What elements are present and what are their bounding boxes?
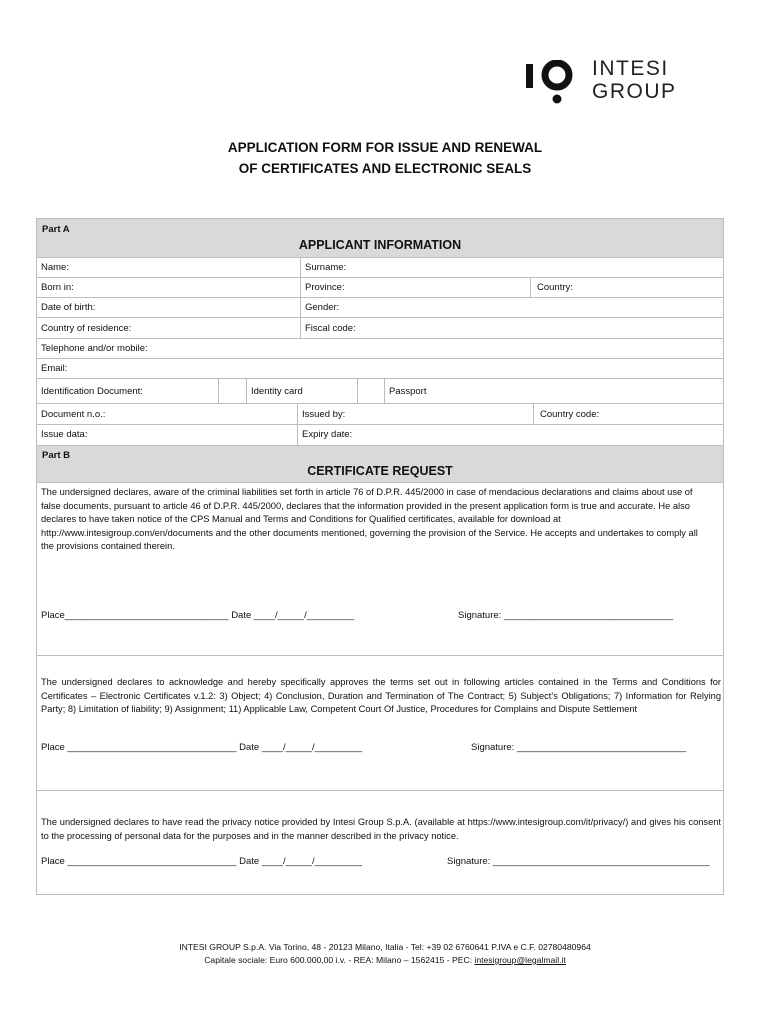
dob-label: Date of birth: [41,302,96,313]
signature-line-2[interactable]: Signature: ________________________________ [471,742,687,753]
fiscal-code-field[interactable] [300,318,723,338]
place-date-line-3[interactable]: Place ________________________________ Date ____/_____/_________ [41,856,363,867]
footer-line-1: INTESI GROUP S.p.A. Via Torino, 48 - 20123 Milano, Italia - Tel: +39 02 6760641 P.IVA e C.F. 02780480964 [179,942,591,952]
gender-field[interactable] [300,298,723,317]
logo-text-line2: GROUP [592,80,677,103]
declaration-3-text: The undersigned declares to have read the privacy notice provided by Intesi Group S.p.A. (available at https://www.intesigroup.com/it/privacy/) and gives his consent to the processing of personal data for the purposes and in the manner described in the privacy notice. [41,817,721,841]
passport-option [384,379,723,403]
born-in-field[interactable] [37,278,300,297]
province-field[interactable] [300,278,530,297]
residence-label: Country of residence: [41,323,132,334]
expiry-date-field[interactable] [297,425,723,445]
passport-checkbox[interactable] [357,379,384,403]
row-born [37,278,723,298]
passport-label: Passport [389,386,427,397]
company-logo [524,58,694,106]
name-field[interactable] [37,258,300,277]
part-b-heading: CERTIFICATE REQUEST [307,464,453,478]
row-doc-no [37,404,723,425]
row-phone [37,339,723,359]
doc-no-field[interactable] [37,404,297,424]
part-a-tag: Part A [42,224,70,235]
surname-label: Surname: [305,262,347,273]
expiry-date-label: Expiry date: [302,429,353,440]
gender-label: Gender: [305,302,340,313]
signature-line-3[interactable]: Signature: _________________________________________ [447,856,710,867]
doc-no-label: Document n.o.: [41,409,106,420]
section-divider-1 [37,655,723,656]
part-a-header [37,219,723,258]
dob-field[interactable] [37,298,300,317]
phone-label: Telephone and/or mobile: [41,343,148,354]
country-code-label: Country code: [540,409,600,420]
row-id-doc [37,379,723,404]
country-label: Country: [537,282,573,293]
row-email [37,359,723,379]
part-b-tag: Part B [42,450,70,461]
surname-field[interactable] [300,258,723,277]
country-field[interactable] [530,278,723,297]
logo-mark-icon [524,60,578,104]
declaration-2-text: The undersigned declares to acknowledge and hereby specifically approves the terms set out in following articles contained in the Terms and Conditions for Certificates – Electronic Certificates v.1.2: 3) Object; 4) Conclusion, Duration and Termination of The Contract; 5) Subject’s Obligations; 7) Information for Relying Party; 8) Limitation of liability; 9) Assignment; 11) Applicable Law, Competent Court Of Justice, Procedures for Complains and Dispute Settlement [41,677,721,714]
part-a-heading: APPLICANT INFORMATION [298,238,462,252]
row-issue-date [37,425,723,445]
id-doc-label: Identification Document: [41,386,143,397]
logo-text-line1: INTESI [592,57,669,80]
country-code-field[interactable] [533,404,723,424]
signature-line-1[interactable]: Signature: ________________________________ [458,610,674,621]
identity-card-checkbox[interactable] [218,379,246,403]
row-dob [37,298,723,318]
section-divider-2 [37,790,723,791]
phone-field[interactable] [37,339,723,358]
form-title-line2: OF CERTIFICATES AND ELECTRONIC SEALS [238,161,532,176]
province-label: Province: [305,282,345,293]
name-label: Name: [41,262,69,273]
identity-card-label: Identity card [251,386,303,397]
born-in-label: Born in: [41,282,74,293]
id-doc-cell [37,379,218,403]
footer-company-info: Capitale sociale: Euro 600.000,00 i.v. - REA: Milano – 1562415 - PEC: [204,955,475,965]
residence-field[interactable] [37,318,300,338]
issued-by-field[interactable] [297,404,533,424]
identity-card-option [246,379,357,403]
declaration-1-text: The undersigned declares, aware of the criminal liabilities set forth in article 76 of D.P.R. 445/2000 in case of mendacious declarations and claims about use of false documents, pursuant to article 46 of D.P.R. 445/2000, declares that the information provided in the present application form is true and accurate. He also declares to have taken notice of the CPS Manual and Terms and Conditions for Qualified certificates, available for download at http://www.intesigroup.com/en/documents and the other documents mentioned, governing the provision of the Service. He accepts and undertakes to comply all the provisions contained therein. [41,487,698,551]
place-date-line-1[interactable]: Place_______________________________ Date ____/_____/_________ [41,610,355,621]
issue-date-label: Issue data: [41,429,88,440]
issued-by-label: Issued by: [302,409,346,420]
email-field[interactable] [37,359,723,378]
row-residence [37,318,723,339]
email-label: Email: [41,363,68,374]
issue-date-field[interactable] [37,425,297,445]
part-b-header [37,445,723,483]
place-date-line-2[interactable]: Place ________________________________ Date ____/_____/_________ [41,742,363,753]
row-name [37,258,723,278]
fiscal-code-label: Fiscal code: [305,323,356,334]
pec-email-link[interactable]: intesigroup@legalmail.it [474,955,566,965]
footer-line-2 [0,955,770,965]
form-title-line1: APPLICATION FORM FOR ISSUE AND RENEWAL [227,140,543,155]
